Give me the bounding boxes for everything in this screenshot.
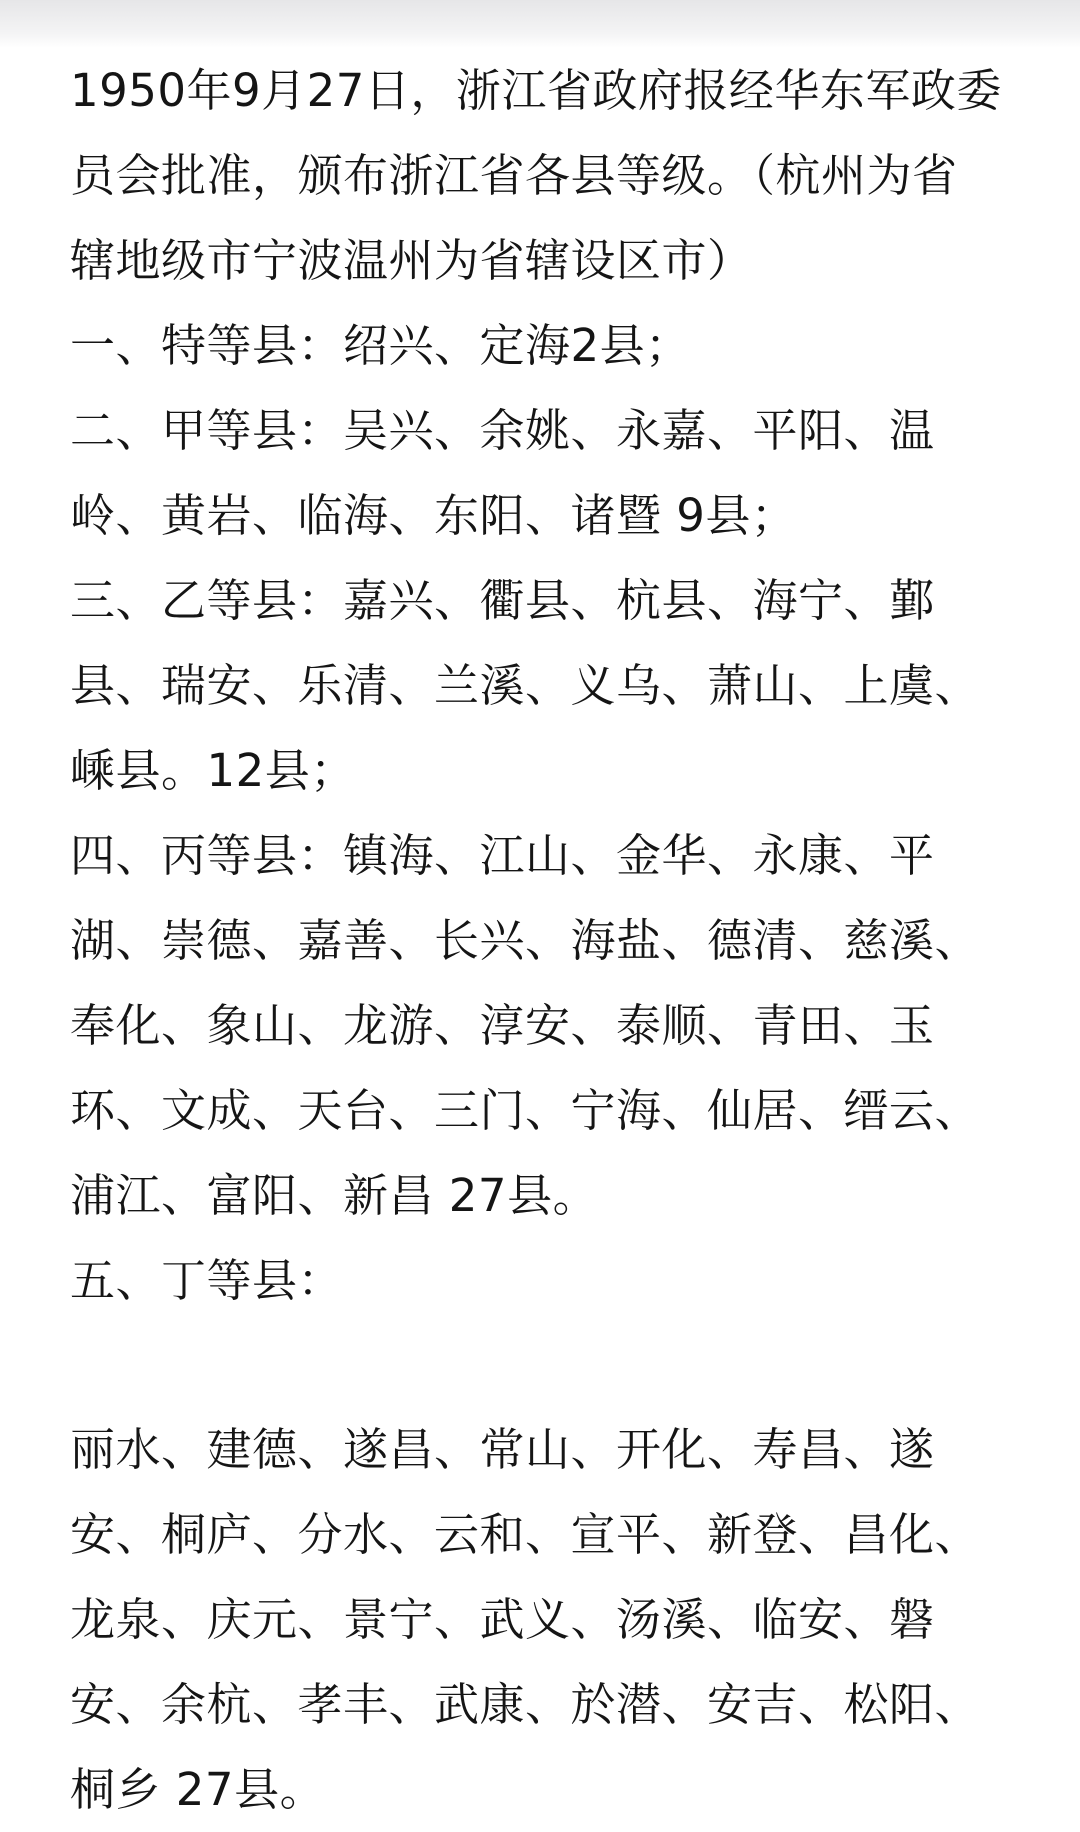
section-grade-b: 三、乙等县：嘉兴、衢县、杭县、海宁、鄞 bbox=[70, 574, 935, 627]
section-grade-c: 四、丙等县：镇海、江山、金华、永康、平 bbox=[70, 829, 935, 882]
text-line: 1950年9月27日，浙江省政府报经华东军政委 bbox=[70, 64, 1002, 117]
document-text bbox=[70, 48, 1020, 1832]
text-line: 桐乡 27县。 bbox=[70, 1763, 326, 1816]
text-line: 浦江、富阳、新昌 27县。 bbox=[70, 1169, 599, 1222]
text-line: 安、余杭、孝丰、武康、於潜、安吉、松阳、 bbox=[70, 1678, 981, 1731]
text-line: 湖、崇德、嘉善、长兴、海盐、德清、慈溪、 bbox=[70, 914, 981, 967]
text-line: 奉化、象山、龙游、淳安、泰顺、青田、玉 bbox=[70, 999, 935, 1052]
text-line: 环、文成、天台、三门、宁海、仙居、缙云、 bbox=[70, 1084, 981, 1137]
text-line: 县、瑞安、乐清、兰溪、义乌、萧山、上虞、 bbox=[70, 659, 981, 712]
section-special-grade: 一、特等县：绍兴、定海2县； bbox=[70, 319, 691, 372]
text-line: 龙泉、庆元、景宁、武义、汤溪、临安、磐 bbox=[70, 1593, 935, 1646]
top-status-bar bbox=[0, 0, 1080, 48]
blank-gap bbox=[70, 1323, 1020, 1407]
text-line: 丽水、建德、遂昌、常山、开化、寿昌、遂 bbox=[70, 1423, 935, 1476]
text-line: 安、桐庐、分水、云和、宣平、新登、昌化、 bbox=[70, 1508, 981, 1561]
text-line: 员会批准，颁布浙江省各县等级。（杭州为省 bbox=[70, 149, 958, 202]
text-line: 嵊县。12县； bbox=[70, 744, 356, 797]
section-grade-d: 五、丁等县： bbox=[70, 1254, 344, 1307]
text-line: 辖地级市宁波温州为省辖设区市） bbox=[70, 234, 753, 287]
section-grade-a: 二、甲等县：吴兴、余姚、永嘉、平阳、温 bbox=[70, 404, 935, 457]
text-line: 岭、黄岩、临海、东阳、诸暨 9县； bbox=[70, 489, 797, 542]
